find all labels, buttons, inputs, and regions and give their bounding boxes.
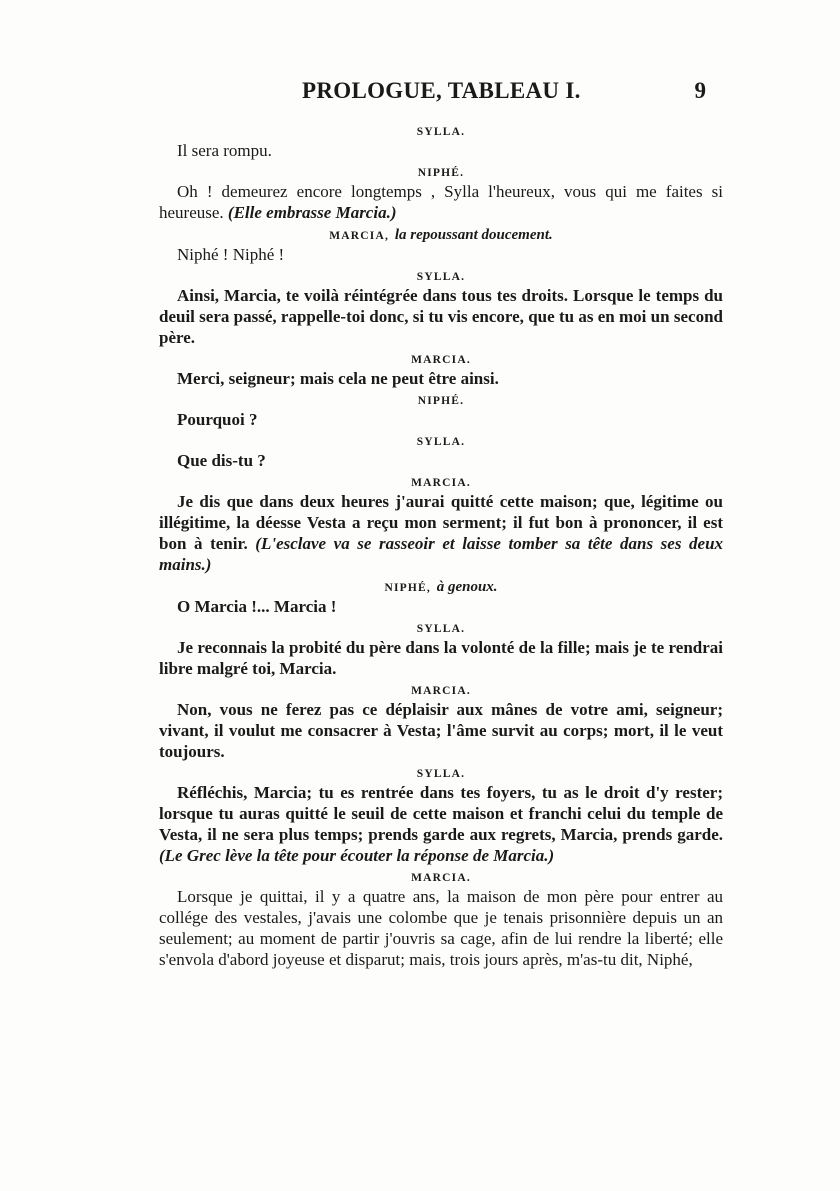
stage-direction: (Le Grec lève la tête pour écouter la réponse de Marcia.) — [159, 846, 555, 865]
dialogue-line — [159, 181, 723, 223]
speaker-name: MARCIA. — [411, 685, 471, 697]
dialogue-line: Merci, seigneur; mais cela ne peut être ainsi. — [177, 369, 499, 388]
dialogue-text: Oh ! demeurez encore longtemps , Sylla l'heureux, vous qui me faites si heureuse. — [159, 182, 723, 222]
dialogue-line: Que dis-tu ? — [177, 451, 266, 470]
dialogue-line: Je reconnais la probité du père dans la volonté de la fille; mais je te rendrai libre malgré toi, Marcia. — [159, 638, 723, 678]
speaker-name: NIPHÉ. — [417, 395, 465, 407]
dialogue-text: Je dis que dans deux heures j'aurai quitté cette maison; que, légitime ou illégitime, la déesse Vesta a reçu mon serment; il fut bon à prononcer, il est bon à tenir. — [159, 492, 723, 553]
speaker-name — [159, 227, 723, 244]
dialogue-line: Il sera rompu. — [177, 141, 272, 160]
running-header — [160, 78, 720, 110]
dialogue-line: Lorsque je quittai, il y a quatre ans, la maison de mon père pour entrer au collége des vestales, j'avais une colombe que je tenais prisonnière depuis un an seulement; au moment de partir j'ouvris sa cage, afin de lui rendre la liberté; elle s'envola d'abord joyeuse et disparut; mais, trois jours après, m'as-tu dit, Niphé, — [159, 887, 723, 969]
speaker-name: SYLLA. — [416, 768, 466, 780]
speaker-name: SYLLA. — [416, 436, 466, 448]
stage-direction: la repoussant doucement. — [391, 227, 553, 243]
speaker-name-text: NIPHÉ, — [384, 582, 431, 594]
speaker-name: SYLLA. — [416, 623, 466, 635]
speaker-name: SYLLA. — [416, 271, 466, 283]
stage-direction: (Elle embrasse Marcia.) — [227, 203, 397, 222]
page-number: 9 — [694, 78, 706, 103]
play-text — [159, 120, 723, 970]
speaker-name: MARCIA. — [411, 477, 471, 489]
stage-direction: à genoux. — [432, 579, 498, 595]
speaker-name: SYLLA. — [416, 126, 466, 138]
dialogue-line — [159, 491, 723, 575]
speaker-name: MARCIA. — [411, 354, 471, 366]
dialogue-line: Pourquoi ? — [177, 410, 258, 429]
dialogue-line — [159, 782, 723, 866]
speaker-name-text: MARCIA, — [329, 230, 390, 242]
dialogue-line: Non, vous ne ferez pas ce déplaisir aux mânes de votre ami, seigneur; vivant, il voulut me consacrer à Vesta; l'âme survit au corps; mort, il le veut toujours. — [159, 700, 723, 761]
speaker-name — [159, 579, 723, 596]
speaker-name: NIPHÉ. — [417, 167, 465, 179]
speaker-name: MARCIA. — [411, 872, 471, 884]
dialogue-line: Ainsi, Marcia, te voilà réintégrée dans tous tes droits. Lorsque le temps du deuil sera passé, rappelle-toi donc, si tu vis encore, que tu as en moi un second père. — [159, 286, 723, 347]
header-title: PROLOGUE, TABLEAU I. — [302, 78, 581, 103]
dialogue-line: Niphé ! Niphé ! — [177, 245, 285, 264]
stage-direction: (L'esclave va se rasseoir et laisse tomber sa tête dans ses deux mains.) — [159, 534, 724, 574]
dialogue-text: Réfléchis, Marcia; tu es rentrée dans tes foyers, tu as le droit d'y rester; lorsque tu auras quitté le seuil de cette maison et franchi celui du temple de Vesta, il ne sera plus temps; prends garde aux regrets, Marcia, prends garde. — [159, 783, 723, 844]
dialogue-line: O Marcia !... Marcia ! — [177, 597, 337, 616]
